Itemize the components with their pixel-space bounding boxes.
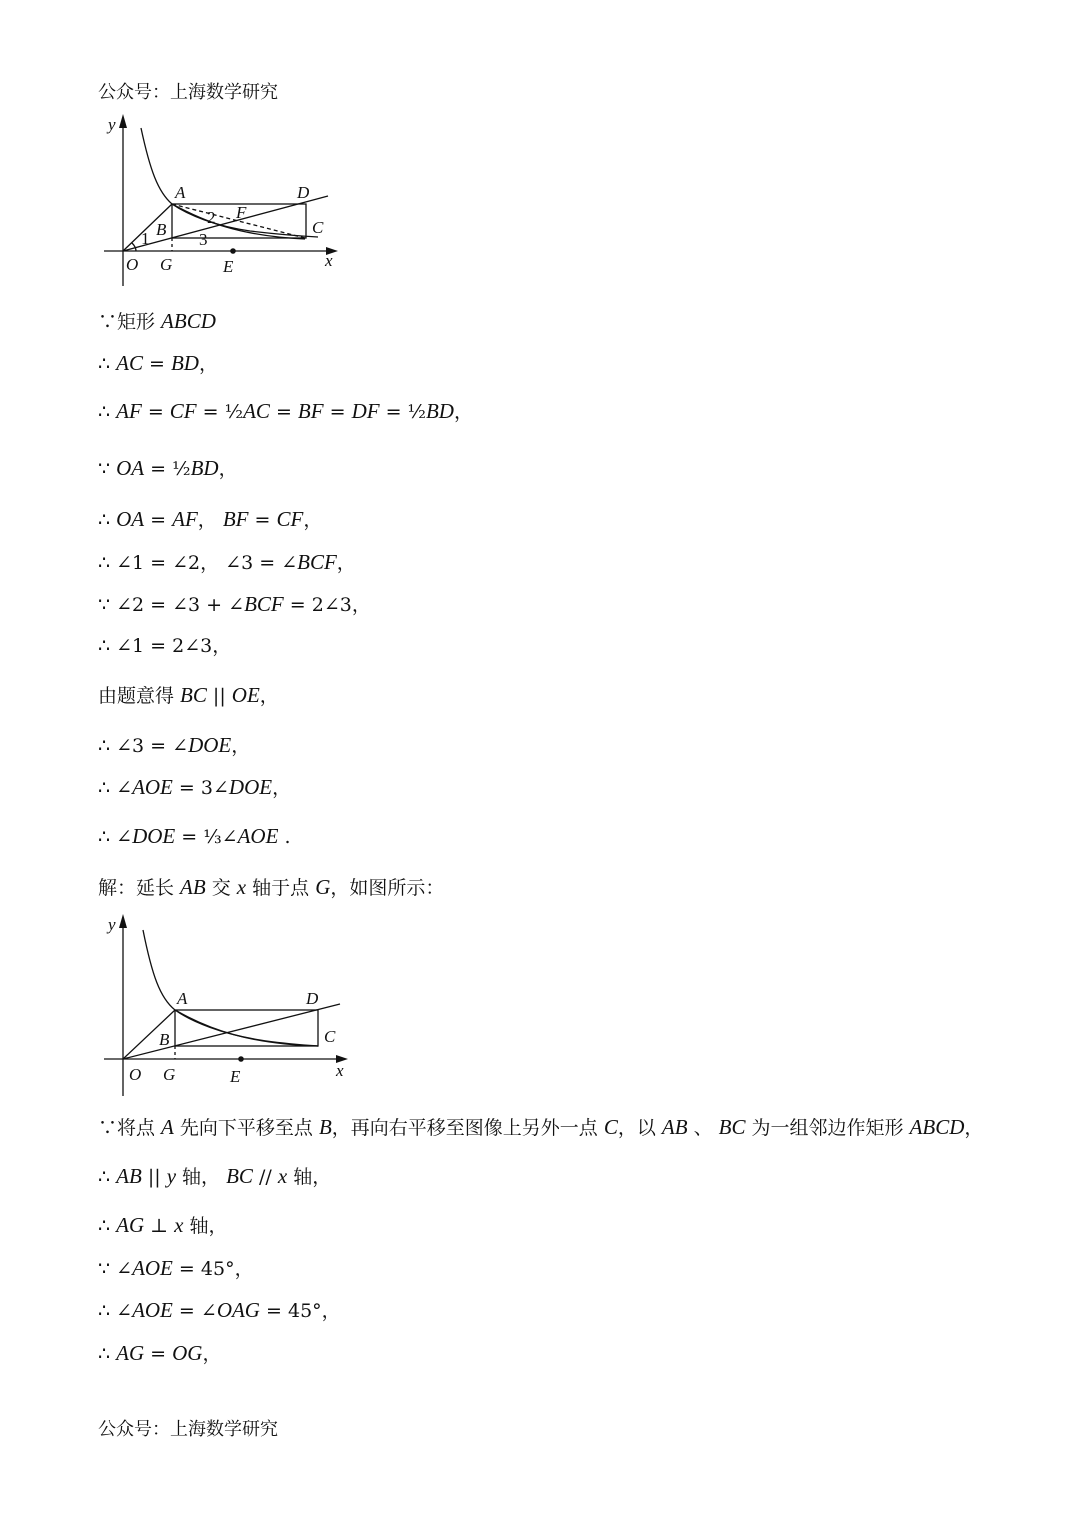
fig1-label-c: C <box>312 218 324 237</box>
fig1-label-o: O <box>126 255 139 274</box>
fig1-label-y: y <box>108 115 116 134</box>
header-text: 公众号：上海数学研究 <box>98 82 278 103</box>
fig1-label-a: A <box>175 183 186 202</box>
footer-text: 公众号：上海数学研究 <box>98 1419 278 1440</box>
fig1-label-b: B <box>156 220 167 239</box>
proof-line-4: ∵ OA = ½BD， <box>98 456 238 480</box>
fig2-label-y: y <box>108 915 116 934</box>
fig2-label-d: D <box>306 989 319 1008</box>
fig2-label-c: C <box>324 1027 336 1046</box>
solution-line-3: ∴ AG ⊥ x 轴， <box>98 1213 228 1237</box>
fig1-angle-2: 2 <box>207 208 216 227</box>
figure-2-diagram <box>96 912 366 1100</box>
fig1-label-f: F <box>236 203 247 222</box>
fig1-label-x: x <box>325 251 333 270</box>
solution-intro: 解：延长 AB 交 x 轴于点 G，如图所示： <box>98 875 445 899</box>
proof-line-8: ∴ ∠1 = 2∠3， <box>98 635 232 657</box>
fig2-label-g: G <box>163 1065 176 1084</box>
solution-line-1: ∵将点 A 先向下平移至点 B，再向右平移至图像上另外一点 C，以 AB 、 BC 为一组邻边作矩形 ABCD， <box>98 1115 984 1139</box>
fig2-label-b: B <box>159 1030 170 1049</box>
fig2-label-a: A <box>177 989 188 1008</box>
proof-line-3: ∴ AF = CF = ½AC = BF = DF = ½BD， <box>98 399 473 423</box>
fig1-angle-1: 1 <box>141 229 150 248</box>
fig2-label-e: E <box>230 1067 241 1086</box>
proof-line-5: ∴ OA = AF， BF = CF， <box>98 507 323 531</box>
fig1-label-d: D <box>297 183 310 202</box>
solution-line-5: ∴ ∠AOE = ∠OAG = 45°， <box>98 1298 341 1322</box>
proof-line-9: 由题意得 BC || OE， <box>98 683 279 707</box>
solution-line-4: ∵ ∠AOE = 45°， <box>98 1256 254 1280</box>
fig2-label-x: x <box>336 1061 344 1080</box>
proof-line-2: ∴ AC = BD， <box>98 351 218 375</box>
fig2-label-o: O <box>129 1065 142 1084</box>
proof-line-6: ∴ ∠1 = ∠2， ∠3 = ∠BCF， <box>98 550 356 574</box>
fig1-angle-3: 3 <box>199 230 208 249</box>
proof-line-11: ∴ ∠AOE = 3∠DOE， <box>98 775 292 799</box>
proof-line-12: ∴ ∠DOE = ⅓∠AOE . <box>98 824 291 848</box>
fig1-label-e: E <box>223 257 234 276</box>
proof-line-1: ∵矩形 ABCD <box>98 309 216 333</box>
proof-line-7: ∵ ∠2 = ∠3 + ∠BCF = 2∠3， <box>98 592 371 616</box>
proof-line-10: ∴ ∠3 = ∠DOE， <box>98 733 251 757</box>
fig1-label-g: G <box>160 255 173 274</box>
figure-1-diagram <box>96 112 356 288</box>
solution-line-6: ∴ AG = OG， <box>98 1341 222 1365</box>
solution-line-2: ∴ AB || y 轴， BC // x 轴， <box>98 1164 332 1188</box>
